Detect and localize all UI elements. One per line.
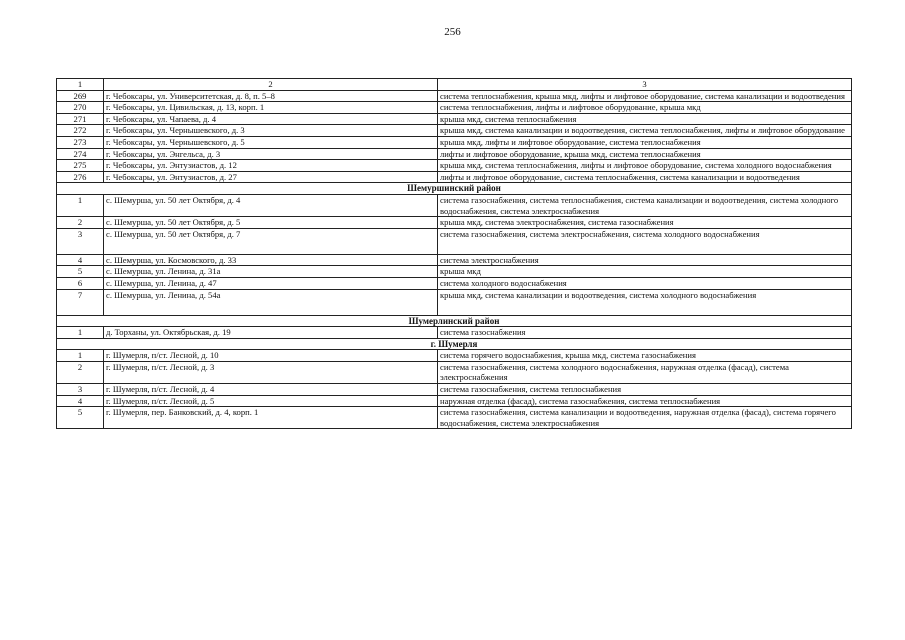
row-number-cell: 274 [57, 148, 104, 160]
row-number-cell: 1 [57, 194, 104, 216]
column-header-works: 3 [438, 79, 852, 91]
works-cell: лифты и лифтовое оборудование, система теплоснабжения, система канализации и водоотведения [438, 171, 852, 183]
section-heading-row [57, 183, 852, 195]
table-row [57, 266, 852, 278]
address-cell: г. Чебоксары, ул. Энтузиастов, д. 12 [104, 160, 438, 172]
works-cell: система газоснабжения, система холодного водоснабжения, наружная отделка (фасад), система электроснабжения [438, 361, 852, 383]
section-heading: Шумерлинский район [57, 315, 852, 327]
table-row [57, 289, 852, 315]
column-header-number: 1 [57, 79, 104, 91]
table-row [57, 194, 852, 216]
page-number: 256 [444, 26, 461, 38]
works-cell: система холодного водоснабжения [438, 277, 852, 289]
address-cell: г. Чебоксары, ул. Энтузиастов, д. 27 [104, 171, 438, 183]
row-number-cell: 5 [57, 407, 104, 429]
table-row [57, 277, 852, 289]
row-number-cell: 2 [57, 361, 104, 383]
works-cell: система горячего водоснабжения, крыша мкд, система газоснабжения [438, 350, 852, 362]
row-number-cell: 272 [57, 125, 104, 137]
address-cell: г. Шумерля, п/ст. Лесной, д. 5 [104, 395, 438, 407]
row-number-cell: 6 [57, 277, 104, 289]
table-row [57, 113, 852, 125]
address-cell: с. Шемурша, ул. 50 лет Октября, д. 7 [104, 228, 438, 254]
table-row [57, 160, 852, 172]
address-cell: г. Чебоксары, ул. Университетская, д. 8, п. 5–8 [104, 90, 438, 102]
table-row [57, 350, 852, 362]
row-number-cell: 275 [57, 160, 104, 172]
table-row [57, 395, 852, 407]
address-cell: с. Шемурша, ул. Ленина, д. 47 [104, 277, 438, 289]
works-cell: крыша мкд, система теплоснабжения [438, 113, 852, 125]
row-number-cell: 273 [57, 136, 104, 148]
row-number-cell: 276 [57, 171, 104, 183]
works-cell: крыша мкд, система канализации и водоотведения, система холодного водоснабжения [438, 289, 852, 315]
section-heading: Шемуршинский район [57, 183, 852, 195]
works-cell: крыша мкд [438, 266, 852, 278]
row-number-cell: 1 [57, 327, 104, 339]
address-cell: с. Шемурша, ул. Ленина, д. 31а [104, 266, 438, 278]
table-row [57, 171, 852, 183]
table-header-row [57, 79, 852, 91]
row-number-cell: 1 [57, 350, 104, 362]
address-cell: г. Шумерля, п/ст. Лесной, д. 4 [104, 384, 438, 396]
table-row [57, 136, 852, 148]
address-cell: г. Чебоксары, ул. Чапаева, д. 4 [104, 113, 438, 125]
works-cell: система газоснабжения, система канализации и водоотведения, наружная отделка (фасад), система горячего водоснабжения, система электроснабжения [438, 407, 852, 429]
table-row [57, 228, 852, 254]
row-number-cell: 3 [57, 228, 104, 254]
table-row [57, 361, 852, 383]
table-row [57, 102, 852, 114]
works-cell: система теплоснабжения, лифты и лифтовое оборудование, крыша мкд [438, 102, 852, 114]
row-number-cell: 270 [57, 102, 104, 114]
works-cell: система теплоснабжения, крыша мкд, лифты и лифтовое оборудование, система канализации и водоотведения [438, 90, 852, 102]
table-row [57, 217, 852, 229]
works-cell: крыша мкд, система электроснабжения, система газоснабжения [438, 217, 852, 229]
row-number-cell: 4 [57, 395, 104, 407]
address-cell: г. Чебоксары, ул. Цивильская, д. 13, корп. 1 [104, 102, 438, 114]
works-cell: крыша мкд, система теплоснабжения, лифты и лифтовое оборудование, система холодного водоснабжения [438, 160, 852, 172]
works-cell: система газоснабжения, система теплоснабжения, система канализации и водоотведения, система холодного водоснабжения, система электроснабжения [438, 194, 852, 216]
address-cell: д. Торханы, ул. Октябрьская, д. 19 [104, 327, 438, 339]
works-cell: крыша мкд, лифты и лифтовое оборудование, система теплоснабжения [438, 136, 852, 148]
section-heading-row [57, 315, 852, 327]
works-cell: система газоснабжения [438, 327, 852, 339]
works-cell: система электроснабжения [438, 254, 852, 266]
address-cell: с. Шемурша, ул. Ленина, д. 54а [104, 289, 438, 315]
table-body [57, 79, 852, 429]
works-cell: наружная отделка (фасад), система газоснабжения, система теплоснабжения [438, 395, 852, 407]
column-header-address: 2 [104, 79, 438, 91]
address-cell: г. Чебоксары, ул. Чернышевского, д. 5 [104, 136, 438, 148]
address-cell: г. Чебоксары, ул. Энгельса, д. 3 [104, 148, 438, 160]
section-heading: г. Шумерля [57, 338, 852, 350]
works-cell: крыша мкд, система канализации и водоотведения, система теплоснабжения, лифты и лифтовое оборудование [438, 125, 852, 137]
table-row [57, 148, 852, 160]
table-row [57, 384, 852, 396]
table-row [57, 90, 852, 102]
address-cell: г. Шумерля, пер. Банковский, д. 4, корп. 1 [104, 407, 438, 429]
address-cell: с. Шемурша, ул. Космовского, д. 33 [104, 254, 438, 266]
works-cell: система газоснабжения, система теплоснабжения [438, 384, 852, 396]
row-number-cell: 271 [57, 113, 104, 125]
row-number-cell: 7 [57, 289, 104, 315]
address-cell: с. Шемурша, ул. 50 лет Октября, д. 4 [104, 194, 438, 216]
works-cell: система газоснабжения, система электроснабжения, система холодного водоснабжения [438, 228, 852, 254]
table-row [57, 407, 852, 429]
works-cell: лифты и лифтовое оборудование, крыша мкд, система теплоснабжения [438, 148, 852, 160]
row-number-cell: 3 [57, 384, 104, 396]
building-works-table [56, 78, 852, 429]
table-row [57, 327, 852, 339]
table-row [57, 254, 852, 266]
address-cell: с. Шемурша, ул. 50 лет Октября, д. 5 [104, 217, 438, 229]
address-cell: г. Чебоксары, ул. Чернышевского, д. 3 [104, 125, 438, 137]
address-cell: г. Шумерля, п/ст. Лесной, д. 3 [104, 361, 438, 383]
section-heading-row [57, 338, 852, 350]
address-cell: г. Шумерля, п/ст. Лесной, д. 10 [104, 350, 438, 362]
row-number-cell: 2 [57, 217, 104, 229]
row-number-cell: 5 [57, 266, 104, 278]
row-number-cell: 269 [57, 90, 104, 102]
table-row [57, 125, 852, 137]
row-number-cell: 4 [57, 254, 104, 266]
